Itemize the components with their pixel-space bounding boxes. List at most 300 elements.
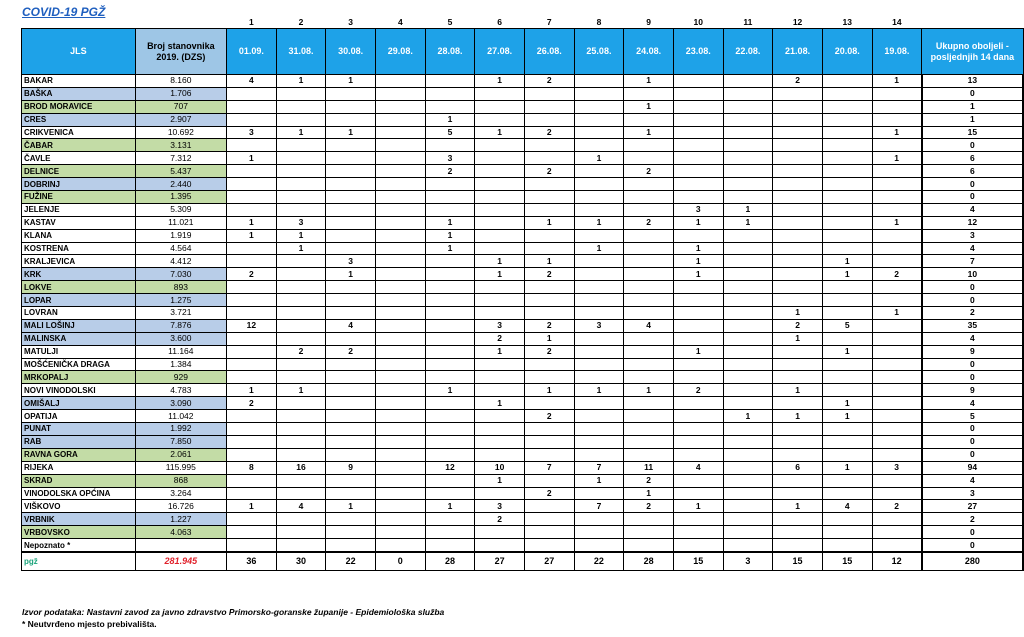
daily-cases-cell	[673, 526, 723, 539]
daily-cases-cell	[624, 139, 674, 152]
daily-cases-cell	[524, 539, 574, 552]
daily-cases-cell: 3	[227, 126, 277, 139]
daily-cases-cell: 1	[425, 113, 475, 126]
daily-cases-cell	[723, 281, 773, 294]
daily-cases-cell	[872, 113, 922, 126]
daily-cases-cell	[872, 281, 922, 294]
daily-cases-cell	[375, 474, 425, 487]
daily-cases-cell: 4	[276, 500, 326, 513]
daily-cases-cell	[574, 487, 624, 500]
population-cell: 1.275	[135, 294, 226, 307]
daily-cases-cell	[227, 203, 277, 216]
summary-cases-cell: 22	[326, 552, 376, 571]
daily-cases-cell	[574, 448, 624, 461]
daily-cases-cell	[574, 410, 624, 423]
daily-cases-cell	[773, 191, 823, 204]
daily-cases-cell	[624, 332, 674, 345]
daily-cases-cell	[276, 435, 326, 448]
header-total: Ukupno oboljeli - posljednjih 14 dana	[922, 29, 1023, 75]
table-row	[22, 87, 1024, 100]
daily-cases-cell	[276, 487, 326, 500]
daily-cases-cell	[673, 448, 723, 461]
daily-cases-cell	[326, 423, 376, 436]
total-cell: 13	[922, 75, 1023, 88]
daily-cases-cell: 1	[276, 126, 326, 139]
daily-cases-cell	[723, 139, 773, 152]
daily-cases-cell	[276, 152, 326, 165]
table-row	[22, 126, 1024, 139]
daily-cases-cell	[326, 281, 376, 294]
daily-cases-cell: 2	[524, 165, 574, 178]
source-note: Izvor podataka: Nastavni zavod za javno zdravstvo Primorsko-goranske županije - Epidemiološka služba	[22, 607, 445, 617]
municipality-name: VINODOLSKA OPĆINA	[22, 487, 136, 500]
daily-cases-cell	[673, 178, 723, 191]
municipality-name: MALINSKA	[22, 332, 136, 345]
daily-cases-cell	[574, 358, 624, 371]
daily-cases-cell: 2	[475, 332, 525, 345]
table-row	[22, 319, 1024, 332]
municipality-name: JELENJE	[22, 203, 136, 216]
column-index: 2	[298, 17, 304, 27]
daily-cases-cell	[723, 307, 773, 320]
daily-cases-cell	[375, 307, 425, 320]
daily-cases-cell	[276, 319, 326, 332]
daily-cases-cell	[425, 371, 475, 384]
total-cell: 0	[922, 539, 1023, 552]
municipality-name: VIŠKOVO	[22, 500, 136, 513]
daily-cases-cell	[425, 410, 475, 423]
daily-cases-cell: 1	[475, 474, 525, 487]
daily-cases-cell	[227, 539, 277, 552]
daily-cases-cell	[375, 384, 425, 397]
daily-cases-cell	[326, 178, 376, 191]
daily-cases-cell	[375, 165, 425, 178]
daily-cases-cell	[773, 371, 823, 384]
daily-cases-cell	[375, 203, 425, 216]
daily-cases-cell	[773, 358, 823, 371]
summary-row	[22, 552, 1024, 571]
daily-cases-cell: 6	[773, 461, 823, 474]
daily-cases-cell	[574, 345, 624, 358]
daily-cases-cell	[822, 474, 872, 487]
population-cell: 3.131	[135, 139, 226, 152]
total-cell: 4	[922, 397, 1023, 410]
daily-cases-cell	[425, 423, 475, 436]
table-row	[22, 242, 1024, 255]
total-cell: 0	[922, 526, 1023, 539]
daily-cases-cell	[524, 435, 574, 448]
daily-cases-cell	[524, 448, 574, 461]
daily-cases-cell	[475, 229, 525, 242]
total-cell: 0	[922, 191, 1023, 204]
column-index-row	[22, 11, 1024, 29]
daily-cases-cell	[276, 423, 326, 436]
daily-cases-cell	[723, 474, 773, 487]
daily-cases-cell: 2	[326, 345, 376, 358]
daily-cases-cell	[276, 255, 326, 268]
total-cell: 3	[922, 229, 1023, 242]
total-cell: 4	[922, 474, 1023, 487]
daily-cases-cell	[375, 255, 425, 268]
daily-cases-cell	[624, 281, 674, 294]
daily-cases-cell	[872, 410, 922, 423]
daily-cases-cell	[773, 474, 823, 487]
population-cell: 2.907	[135, 113, 226, 126]
daily-cases-cell	[723, 191, 773, 204]
daily-cases-cell	[773, 242, 823, 255]
daily-cases-cell	[673, 332, 723, 345]
daily-cases-cell	[375, 410, 425, 423]
daily-cases-cell	[872, 397, 922, 410]
daily-cases-cell: 4	[227, 75, 277, 88]
daily-cases-cell	[227, 242, 277, 255]
daily-cases-cell	[425, 307, 475, 320]
table-row	[22, 268, 1024, 281]
daily-cases-cell	[723, 500, 773, 513]
table-row	[22, 255, 1024, 268]
daily-cases-cell	[574, 178, 624, 191]
daily-cases-cell	[524, 397, 574, 410]
population-cell: 7.030	[135, 268, 226, 281]
population-cell: 2.061	[135, 448, 226, 461]
covid-cases-table	[21, 11, 1024, 571]
daily-cases-cell	[375, 100, 425, 113]
daily-cases-cell: 3	[425, 152, 475, 165]
daily-cases-cell	[227, 191, 277, 204]
daily-cases-cell	[574, 307, 624, 320]
daily-cases-cell	[375, 113, 425, 126]
population-cell: 868	[135, 474, 226, 487]
daily-cases-cell	[276, 410, 326, 423]
daily-cases-cell: 1	[475, 397, 525, 410]
municipality-name: ČABAR	[22, 139, 136, 152]
daily-cases-cell	[773, 229, 823, 242]
daily-cases-cell	[624, 423, 674, 436]
total-cell: 0	[922, 281, 1023, 294]
daily-cases-cell	[574, 435, 624, 448]
daily-cases-cell	[227, 255, 277, 268]
daily-cases-cell	[227, 487, 277, 500]
table-row	[22, 307, 1024, 320]
table-row	[22, 165, 1024, 178]
municipality-name: DOBRINJ	[22, 178, 136, 191]
daily-cases-cell	[624, 242, 674, 255]
daily-cases-cell	[375, 319, 425, 332]
summary-cases-cell: 0	[375, 552, 425, 571]
population-cell: 1.227	[135, 513, 226, 526]
total-cell: 2	[922, 513, 1023, 526]
table-row	[22, 526, 1024, 539]
daily-cases-cell	[822, 178, 872, 191]
daily-cases-cell: 2	[524, 75, 574, 88]
daily-cases-cell	[822, 229, 872, 242]
daily-cases-cell	[425, 191, 475, 204]
daily-cases-cell	[326, 539, 376, 552]
daily-cases-cell: 1	[624, 384, 674, 397]
daily-cases-cell	[326, 384, 376, 397]
daily-cases-cell	[326, 435, 376, 448]
total-cell: 6	[922, 165, 1023, 178]
column-index: 4	[397, 17, 403, 27]
daily-cases-cell	[425, 139, 475, 152]
daily-cases-cell: 1	[524, 216, 574, 229]
header-date: 24.08.	[624, 29, 674, 75]
daily-cases-cell	[822, 152, 872, 165]
table-row	[22, 229, 1024, 242]
daily-cases-cell	[475, 294, 525, 307]
daily-cases-cell	[276, 87, 326, 100]
daily-cases-cell	[375, 500, 425, 513]
daily-cases-cell	[773, 448, 823, 461]
daily-cases-cell	[574, 191, 624, 204]
total-cell: 0	[922, 294, 1023, 307]
daily-cases-cell	[276, 191, 326, 204]
total-cell: 94	[922, 461, 1023, 474]
daily-cases-cell	[624, 191, 674, 204]
daily-cases-cell	[375, 281, 425, 294]
daily-cases-cell	[773, 423, 823, 436]
daily-cases-cell: 1	[624, 126, 674, 139]
municipality-name: LOPAR	[22, 294, 136, 307]
daily-cases-cell	[872, 191, 922, 204]
daily-cases-cell	[375, 397, 425, 410]
municipality-name: KRK	[22, 268, 136, 281]
daily-cases-cell: 1	[624, 75, 674, 88]
daily-cases-cell	[375, 152, 425, 165]
daily-cases-cell	[524, 87, 574, 100]
page-title: COVID-19 PGŽ	[22, 5, 106, 19]
table-row	[22, 332, 1024, 345]
municipality-name: CRIKVENICA	[22, 126, 136, 139]
daily-cases-cell: 8	[227, 461, 277, 474]
daily-cases-cell	[624, 397, 674, 410]
municipality-name: VRBNIK	[22, 513, 136, 526]
daily-cases-cell: 2	[475, 513, 525, 526]
municipality-name: LOKVE	[22, 281, 136, 294]
daily-cases-cell: 2	[773, 75, 823, 88]
daily-cases-cell	[375, 294, 425, 307]
daily-cases-cell	[822, 487, 872, 500]
daily-cases-cell	[276, 332, 326, 345]
daily-cases-cell	[872, 487, 922, 500]
daily-cases-cell	[723, 435, 773, 448]
population-cell: 1.706	[135, 87, 226, 100]
table-row	[22, 203, 1024, 216]
daily-cases-cell	[723, 178, 773, 191]
daily-cases-cell	[524, 358, 574, 371]
daily-cases-cell: 16	[276, 461, 326, 474]
daily-cases-cell: 3	[326, 255, 376, 268]
daily-cases-cell	[276, 294, 326, 307]
daily-cases-cell	[872, 242, 922, 255]
daily-cases-cell: 11	[624, 461, 674, 474]
daily-cases-cell	[375, 216, 425, 229]
daily-cases-cell	[375, 229, 425, 242]
daily-cases-cell	[673, 474, 723, 487]
population-cell: 5.437	[135, 165, 226, 178]
daily-cases-cell	[673, 410, 723, 423]
daily-cases-cell	[574, 281, 624, 294]
total-cell: 0	[922, 139, 1023, 152]
summary-cases-cell: 15	[673, 552, 723, 571]
daily-cases-cell	[326, 100, 376, 113]
daily-cases-cell	[227, 294, 277, 307]
daily-cases-cell	[326, 358, 376, 371]
header-date: 21.08.	[773, 29, 823, 75]
daily-cases-cell	[475, 423, 525, 436]
daily-cases-cell	[723, 100, 773, 113]
municipality-name: KOSTRENA	[22, 242, 136, 255]
daily-cases-cell	[574, 539, 624, 552]
daily-cases-cell	[574, 332, 624, 345]
daily-cases-cell	[723, 539, 773, 552]
daily-cases-cell	[822, 423, 872, 436]
daily-cases-cell	[773, 152, 823, 165]
municipality-name: MATULJI	[22, 345, 136, 358]
daily-cases-cell	[475, 371, 525, 384]
table-row	[22, 139, 1024, 152]
daily-cases-cell	[425, 294, 475, 307]
daily-cases-cell	[574, 87, 624, 100]
daily-cases-cell: 7	[574, 500, 624, 513]
daily-cases-cell	[475, 87, 525, 100]
summary-cases-cell: 28	[425, 552, 475, 571]
daily-cases-cell	[773, 100, 823, 113]
daily-cases-cell	[673, 87, 723, 100]
daily-cases-cell	[723, 152, 773, 165]
daily-cases-cell	[822, 513, 872, 526]
daily-cases-cell	[227, 474, 277, 487]
daily-cases-cell	[227, 307, 277, 320]
daily-cases-cell	[574, 165, 624, 178]
daily-cases-cell	[475, 203, 525, 216]
daily-cases-cell	[872, 178, 922, 191]
daily-cases-cell	[326, 191, 376, 204]
population-cell: 11.021	[135, 216, 226, 229]
daily-cases-cell	[624, 87, 674, 100]
daily-cases-cell: 1	[822, 397, 872, 410]
daily-cases-cell	[773, 526, 823, 539]
daily-cases-cell	[773, 268, 823, 281]
daily-cases-cell	[872, 526, 922, 539]
daily-cases-cell	[574, 526, 624, 539]
daily-cases-cell	[872, 371, 922, 384]
daily-cases-cell: 2	[227, 397, 277, 410]
daily-cases-cell	[326, 152, 376, 165]
daily-cases-cell	[326, 113, 376, 126]
table-row	[22, 397, 1024, 410]
daily-cases-cell: 9	[326, 461, 376, 474]
population-cell: 8.160	[135, 75, 226, 88]
daily-cases-cell	[872, 448, 922, 461]
daily-cases-cell: 1	[574, 242, 624, 255]
daily-cases-cell	[822, 113, 872, 126]
daily-cases-cell	[574, 371, 624, 384]
column-index: 1	[248, 17, 254, 27]
total-cell: 0	[922, 371, 1023, 384]
column-index: 14	[892, 17, 902, 27]
daily-cases-cell	[326, 139, 376, 152]
table-row	[22, 435, 1024, 448]
daily-cases-cell	[475, 113, 525, 126]
daily-cases-cell	[723, 397, 773, 410]
table-row	[22, 474, 1024, 487]
daily-cases-cell	[524, 500, 574, 513]
total-cell: 15	[922, 126, 1023, 139]
daily-cases-cell	[723, 513, 773, 526]
population-cell: 4.063	[135, 526, 226, 539]
daily-cases-cell	[524, 371, 574, 384]
daily-cases-cell	[425, 513, 475, 526]
daily-cases-cell	[574, 255, 624, 268]
municipality-name: BAŠKA	[22, 87, 136, 100]
table-row	[22, 539, 1024, 552]
total-cell: 1	[922, 100, 1023, 113]
daily-cases-cell	[227, 281, 277, 294]
table-row	[22, 448, 1024, 461]
daily-cases-cell	[375, 371, 425, 384]
daily-cases-cell	[326, 165, 376, 178]
total-cell: 27	[922, 500, 1023, 513]
column-index: 9	[646, 17, 651, 27]
daily-cases-cell	[475, 191, 525, 204]
daily-cases-cell	[624, 410, 674, 423]
daily-cases-cell	[227, 371, 277, 384]
daily-cases-cell: 1	[723, 216, 773, 229]
daily-cases-cell	[276, 165, 326, 178]
summary-total: 280	[922, 552, 1023, 571]
daily-cases-cell: 1	[773, 410, 823, 423]
municipality-name: LOVRAN	[22, 307, 136, 320]
daily-cases-cell: 1	[227, 152, 277, 165]
daily-cases-cell	[822, 75, 872, 88]
header-date: 19.08.	[872, 29, 922, 75]
daily-cases-cell	[475, 435, 525, 448]
daily-cases-cell	[872, 139, 922, 152]
daily-cases-cell	[872, 203, 922, 216]
daily-cases-cell	[375, 435, 425, 448]
daily-cases-cell	[326, 410, 376, 423]
daily-cases-cell	[425, 345, 475, 358]
municipality-name: CRES	[22, 113, 136, 126]
footer	[22, 606, 444, 630]
daily-cases-cell: 2	[524, 319, 574, 332]
daily-cases-cell: 1	[872, 75, 922, 88]
total-cell: 12	[922, 216, 1023, 229]
daily-cases-cell	[227, 513, 277, 526]
daily-cases-cell	[773, 165, 823, 178]
daily-cases-cell	[326, 294, 376, 307]
daily-cases-cell: 1	[276, 229, 326, 242]
daily-cases-cell	[822, 526, 872, 539]
daily-cases-cell	[723, 487, 773, 500]
daily-cases-cell	[475, 384, 525, 397]
header-date: 30.08.	[326, 29, 376, 75]
table-row	[22, 423, 1024, 436]
daily-cases-cell	[524, 423, 574, 436]
total-cell: 2	[922, 307, 1023, 320]
daily-cases-cell	[773, 216, 823, 229]
daily-cases-cell: 3	[475, 500, 525, 513]
daily-cases-cell	[624, 371, 674, 384]
daily-cases-cell	[773, 87, 823, 100]
daily-cases-cell: 2	[673, 384, 723, 397]
total-cell: 0	[922, 178, 1023, 191]
summary-population: 281.945	[135, 552, 226, 571]
daily-cases-cell	[276, 113, 326, 126]
municipality-name: NOVI VINODOLSKI	[22, 384, 136, 397]
population-cell: 3.721	[135, 307, 226, 320]
